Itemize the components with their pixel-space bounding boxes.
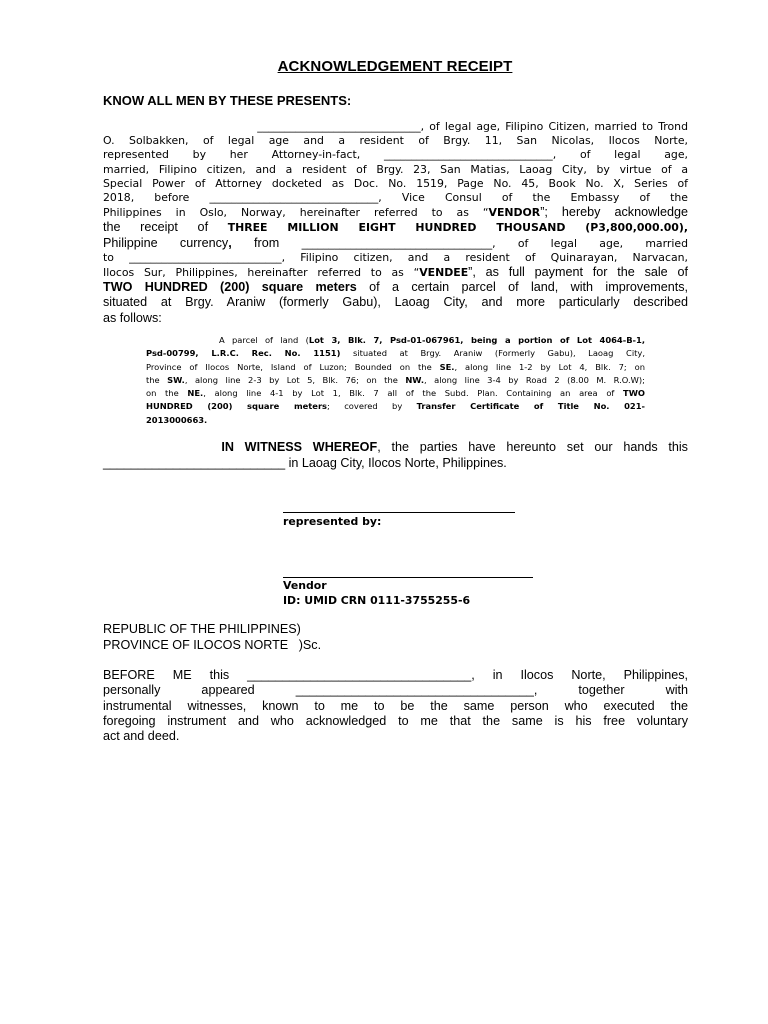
paragraph-line-segment: THREE MILLION EIGHT HUNDRED THOUSAND (P3,800,000.00), bbox=[227, 221, 688, 235]
witness-line-segment: IN WITNESS WHEREOF bbox=[221, 440, 378, 454]
paragraph-line bbox=[103, 280, 688, 295]
description-line-segment: Psd-00799, L.R.C. Rec. No. 1151) bbox=[146, 348, 341, 359]
acknowledgement-line-segment: instrumental witnesses, known to me to be the same person who executed the bbox=[103, 698, 688, 713]
acknowledgement-line-segment: personally appeared __________________________________, together with bbox=[103, 683, 688, 698]
description-line-segment: SW. bbox=[167, 374, 185, 385]
attorney-signature-line bbox=[283, 577, 533, 578]
witness-line bbox=[103, 440, 688, 456]
paragraph-line bbox=[103, 265, 688, 280]
paragraph-line-segment: Philippine currency bbox=[103, 235, 229, 250]
witness-line-segment: , the parties have hereunto set our hands this bbox=[377, 440, 688, 454]
paragraph-line-segment: ”, as full payment for the sale of bbox=[468, 265, 688, 280]
paragraph-line bbox=[103, 220, 688, 235]
description-line-segment: on the bbox=[146, 388, 188, 399]
description-line-segment: the bbox=[146, 374, 168, 385]
witness-line bbox=[103, 456, 688, 472]
vendor-label: Vendor bbox=[283, 579, 327, 592]
description-line-segment: , along line 2-3 by Lot 5, Blk. 76; on the bbox=[184, 374, 406, 385]
venue-line: PROVINCE OF ILOCOS NORTE )Sc. bbox=[103, 637, 322, 652]
paragraph-line bbox=[103, 177, 688, 191]
document-title: ACKNOWLEDGEMENT RECEIPT bbox=[277, 58, 513, 75]
vendor-id: ID: UMID CRN 0111-3755255-6 bbox=[283, 594, 471, 607]
description-line-segment: NW. bbox=[405, 374, 425, 385]
paragraph-line bbox=[103, 120, 688, 134]
description-line-segment: Lot 3, Blk. 7, Psd-01-067961, being a portion of Lot 4064-B-1, bbox=[308, 335, 645, 345]
main-paragraph bbox=[103, 120, 688, 326]
paragraph-line-segment: represented by her Attorney-in-fact, _______________________________, of legal age, bbox=[103, 148, 688, 162]
paragraph-line-segment: ___________________________________, of legal age, married bbox=[301, 236, 689, 250]
description-line bbox=[146, 387, 645, 400]
witness-clause bbox=[103, 440, 688, 471]
paragraph-line-segment: from bbox=[231, 235, 302, 250]
description-line-segment: , along line 4-1 by Lot 1, Blk. 7 all of the Subd. Plan. Containing an area of bbox=[203, 388, 623, 399]
description-line-segment: SE. bbox=[439, 361, 455, 372]
paragraph-line bbox=[103, 311, 688, 326]
paragraph-line-segment: as follows: bbox=[103, 310, 162, 325]
paragraph-line-segment: ______________________________, of legal age, Filipino Citizen, married to Trond bbox=[103, 120, 688, 133]
paragraph-line-segment: married, Filipino citizen, and a resident of Brgy. 23, San Matias, Laoag City, by virtue of a bbox=[103, 162, 688, 176]
description-line bbox=[146, 334, 645, 347]
paragraph-line bbox=[103, 134, 688, 148]
acknowledgement-line bbox=[103, 699, 688, 714]
acknowledgement-line bbox=[103, 683, 688, 698]
description-line-segment: A parcel of land ( bbox=[146, 335, 309, 345]
paragraph-line-segment: VENDEE bbox=[419, 266, 469, 280]
acknowledgement-line bbox=[103, 668, 688, 683]
paragraph-line-segment: Ilocos Sur, Philippines, hereinafter referred to as “ bbox=[103, 266, 420, 280]
paragraph-line-segment: to ____________________________, Filipino citizen, and a resident of Quinarayan, Narvacan, bbox=[103, 250, 688, 264]
acknowledgement-line-segment: BEFORE ME this ________________________________, in Ilocos Norte, Philippines, bbox=[103, 668, 688, 682]
acknowledgement-line bbox=[103, 729, 688, 744]
acknowledgement-line-segment: act and deed. bbox=[103, 729, 180, 744]
paragraph-line bbox=[103, 148, 688, 162]
paragraph-line-segment: O. Solbakken, of legal age and a resident of Brgy. 11, San Nicolas, Ilocos Norte, bbox=[103, 134, 688, 148]
paragraph-line bbox=[103, 236, 688, 251]
description-line-segment: NE. bbox=[187, 388, 204, 399]
paragraph-line-segment: 2018, before _______________________________, Vice Consul of the Embassy of the bbox=[103, 191, 688, 205]
paragraph-line-segment: TWO HUNDRED (200) square meters bbox=[103, 280, 357, 295]
description-line-segment: HUNDRED (200) square meters bbox=[146, 401, 328, 412]
description-line-segment: TWO bbox=[623, 388, 645, 399]
paragraph-line-segment: ”; hereby acknowledge bbox=[540, 205, 688, 220]
description-line-segment: Province of Ilocos Norte, Island of Luzon; Bounded on the bbox=[146, 361, 440, 372]
vendor-signature-line bbox=[283, 512, 515, 513]
opening-phrase: KNOW ALL MEN BY THESE PRESENTS: bbox=[103, 93, 352, 108]
paragraph-line-segment: situated at Brgy. Araniw (formerly Gabu), Laoag City, and more particularly described bbox=[103, 295, 688, 310]
acknowledgement-paragraph bbox=[103, 668, 688, 744]
paragraph-line-segment: the receipt of bbox=[103, 220, 228, 235]
venue-block bbox=[103, 622, 321, 653]
paragraph-line bbox=[103, 163, 688, 177]
witness-line-segment bbox=[103, 440, 221, 454]
description-line bbox=[146, 400, 645, 413]
venue-line: REPUBLIC OF THE PHILIPPINES) bbox=[103, 622, 301, 636]
paragraph-line-segment: VENDOR bbox=[488, 206, 541, 220]
paragraph-line-segment: Special Power of Attorney docketed as Doc. No. 1519, Page No. 45, Book No. X, Series of bbox=[103, 176, 688, 190]
paragraph-line bbox=[103, 251, 688, 265]
description-line bbox=[146, 374, 645, 387]
description-line bbox=[146, 347, 645, 360]
paragraph-line-segment: of a certain parcel of land, with improvements, bbox=[356, 280, 688, 295]
represented-by-label: represented by: bbox=[283, 515, 382, 528]
paragraph-line bbox=[103, 295, 688, 310]
land-description bbox=[146, 334, 645, 427]
description-line-segment: ; covered by bbox=[327, 401, 417, 412]
witness-line-segment: __________________________ in Laoag City, Ilocos Norte, Philippines. bbox=[103, 455, 507, 470]
paragraph-line bbox=[103, 191, 688, 205]
acknowledgement-line-segment: foregoing instrument and who acknowledged to me that the same is his free voluntary bbox=[103, 713, 688, 728]
description-line bbox=[146, 414, 645, 427]
paragraph-line-segment: , bbox=[228, 235, 232, 250]
description-line-segment: Transfer Certificate of Title No. 021- bbox=[416, 401, 645, 412]
acknowledgement-line bbox=[103, 714, 688, 729]
description-line-segment: , along line 3-4 by Road 2 (8.00 M. R.O.W); bbox=[424, 374, 645, 385]
paragraph-line-segment: Philippines in Oslo, Norway, hereinafter referred to as “ bbox=[103, 206, 489, 220]
description-line-segment: , along line 1-2 by Lot 4, Blk. 7; on bbox=[454, 361, 645, 372]
paragraph-line bbox=[103, 205, 688, 220]
description-line bbox=[146, 361, 645, 374]
description-line-segment: situated at Brgy. Araniw (Formerly Gabu), Laoag City, bbox=[340, 348, 645, 359]
description-line-segment: 2013000663. bbox=[146, 414, 208, 425]
